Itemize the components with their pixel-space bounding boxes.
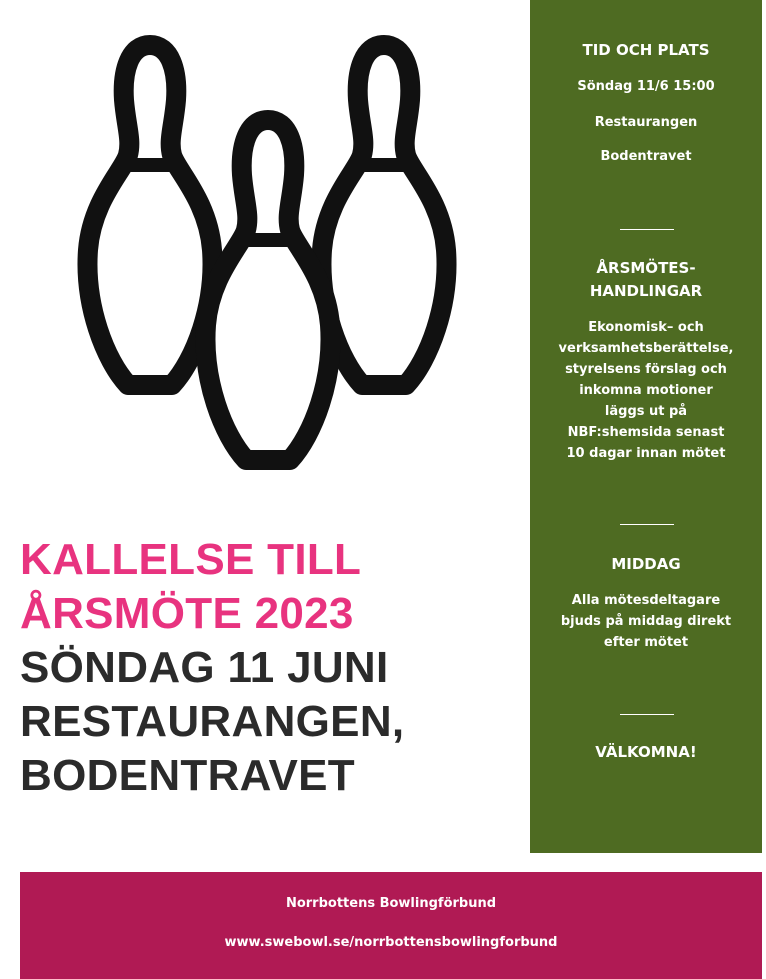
- divider: [620, 524, 674, 525]
- tid-plats-line: Restaurangen: [594, 115, 698, 130]
- handlingar-heading: ÅRSMÖTES-: [596, 259, 696, 277]
- divider: [620, 714, 674, 715]
- headline-venue-2: BODENTRAVET: [20, 751, 355, 800]
- middag-line: efter mötet: [603, 635, 689, 650]
- handlingar-line: läggs ut på: [604, 404, 688, 419]
- middag-line: Alla mötesdeltagare: [571, 593, 721, 608]
- handlingar-heading: HANDLINGAR: [589, 282, 703, 300]
- footer-url-link[interactable]: www.swebowl.se/norrbottensbowlingforbund: [224, 935, 558, 950]
- info-sidebar: [530, 0, 762, 853]
- center-pin: [206, 120, 331, 460]
- middag-heading: MIDDAG: [611, 555, 681, 573]
- left-pin: [88, 45, 213, 385]
- handlingar-line: NBF:shemsida senast: [567, 425, 725, 440]
- headline-title-1: KALLELSE TILL: [20, 535, 362, 584]
- handlingar-line: Ekonomisk– och: [588, 320, 704, 335]
- handlingar-line: 10 dagar innan mötet: [566, 446, 726, 461]
- divider: [620, 229, 674, 230]
- handlingar-line: verksamhetsberättelse,: [558, 341, 734, 356]
- headline: [20, 533, 520, 803]
- tid-plats-heading: TID OCH PLATS: [582, 41, 710, 59]
- welcome-text: VÄLKOMNA!: [595, 743, 697, 761]
- footer-banner: [20, 872, 762, 979]
- tid-plats-line: Bodentravet: [600, 149, 692, 164]
- footer-org-name: Norrbottens Bowlingförbund: [285, 896, 497, 911]
- middag-line: bjuds på middag direkt: [560, 614, 732, 629]
- tid-plats-line: Söndag 11/6 15:00: [577, 79, 715, 94]
- headline-venue-1: RESTAURANGEN,: [20, 697, 405, 746]
- bowling-pins-icon: [60, 20, 480, 475]
- headline-title-2: ÅRSMÖTE 2023: [20, 589, 354, 638]
- handlingar-line: styrelsens förslag och: [565, 362, 727, 377]
- headline-date: SÖNDAG 11 JUNI: [20, 643, 389, 692]
- handlingar-line: inkomna motioner: [579, 383, 713, 398]
